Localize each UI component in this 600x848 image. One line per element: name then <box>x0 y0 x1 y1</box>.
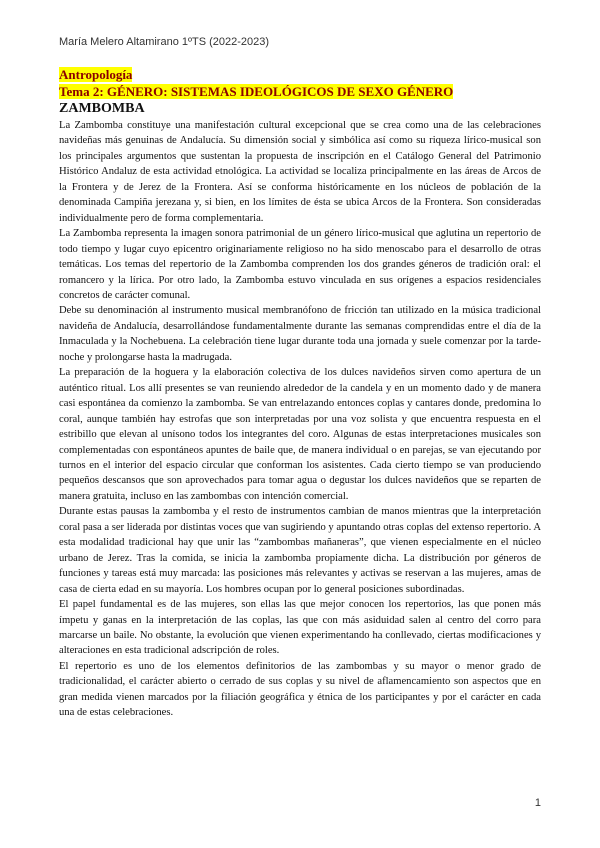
section-title: ZAMBOMBA <box>59 101 145 116</box>
paragraph: Debe su denominación al instrumento musical membranófono de fricción tan utilizado en la música tradicional navideña de Andalucía, desarrollándose fundamentalmente durante las semanas comprendidas entre el día de la Inmaculada y la Nochebuena. La celebración tiene lugar durante toda una jornada y suele comenzar por la tarde-noche y prolongarse hasta la madrugada. <box>59 305 541 363</box>
subject-heading <box>59 66 541 83</box>
paragraph: La Zambomba constituye una manifestación cultural excepcional que se crea como una de las celebraciones navideñas más genuinas de Andalucía. Su dimensión social y simbólica así como su riqueza lírico-musical son los principales argumentos que sustentan la propuesta de inscripción en el Catálogo General del Patrimonio Histórico Andaluz de esta actividad etnológica. La actividad se localiza principalmente en las áreas de Arcos de la Frontera y de Jerez de la Frontera. Así se conforma históricamente en los núcleos de población de la denominada Campiña jerezana y, si bien, en los límites de ésta se ubica Arcos de la Frontera. Son consideradas individualmente pero de forma complementaria. <box>59 120 541 224</box>
topic-label: Tema 2: GÉNERO: SISTEMAS IDEOLÓGICOS DE SEXO GÉNERO <box>59 84 454 99</box>
subject-label: Antropología <box>59 67 133 82</box>
document-body <box>59 66 541 721</box>
paragraph: Durante estas pausas la zambomba y el resto de instrumentos cambian de manos mientras que la interpretación coral pasa a ser liderada por distintas voces que van sugiriendo y apuntando otras coplas del extenso repertorio. A esta modalidad tradicional hay que unir las “zambombas mañaneras”, que vienen especialmente en el núcleo urbano de Jerez. Tras la comida, se inicia la zambomba propiamente dicha. La distribución por géneros de funciones y tareas está muy marcada: las posiciones más relevantes y activas se reservan a las mujeres, amas de casa de cierta edad en su mayoría. Los hombres ocupan por lo general posiciones subordinadas. <box>59 506 541 595</box>
paragraph: La Zambomba representa la imagen sonora patrimonial de un género lírico-musical que aglutina un repertorio de todo tiempo y lugar cuyo epicentro originariamente religioso no ha sido menoscabo para el desarrollo de otras temáticas. Los temas del repertorio de la Zambomba comprenden los dos grandes géneros de tradición oral: el romancero y la lírica. Por otro lado, la Zambomba estuvo vinculada en sus orígenes a espacios residenciales concretos de carácter comunal. <box>59 228 541 301</box>
paragraph: El papel fundamental es de las mujeres, son ellas las que mejor conocen los repertorios, las que ponen más ímpetu y ganas en la interpretación de las coplas, las que con más asiduidad salen al centro del corro para marcarse un baile. No obstante, la evolución que vienen experimentando ha conllevado, ciertas modificaciones y alteraciones en esta tradicional adscripción de roles. <box>59 599 541 657</box>
paragraph: El repertorio es uno de los elementos definitorios de las zambombas y su mayor o menor grado de tradicionalidad, el carácter abierto o cerrado de sus coplas y su nivel de aflamencamiento son aspectos que en gran medida vienen marcados por la filiación geográfica y étnica de los participantes y por el carácter en cada una de estas celebraciones. <box>59 660 541 719</box>
paragraph: La preparación de la hoguera y la elaboración colectiva de los dulces navideños sirven como apertura de un auténtico ritual. Los allí presentes se van reuniendo alrededor de la candela y en un momento dado y de manera casi espontánea da comienzo la zambomba. Se van entrelazando entonces coplas y cantares donde, predomina lo coral, aunque también hay estrofas que son interpretadas por una voz solista y que encuentra respuesta en el estribillo que elevan al unísono todos los integrantes del coro. Algunas de estas interpretaciones musicales son complementadas con espontáneos apuntes de baile que, de manera individual o en parejas, se van ejecutando por turnos en el interior del espacio circular que conforman los asistentes. Cada cierto tiempo se van produciendo pequeños descansos que son aprovechados para tomar agua o degustar los dulces navideños que se reparten de manera gratuita, incluso en las zambombas con intención comercial. <box>59 367 541 502</box>
topic-heading <box>59 83 541 100</box>
page-number: 1 <box>534 797 541 809</box>
author-header: María Melero Altamirano 1ºTS (2022-2023) <box>59 36 270 48</box>
